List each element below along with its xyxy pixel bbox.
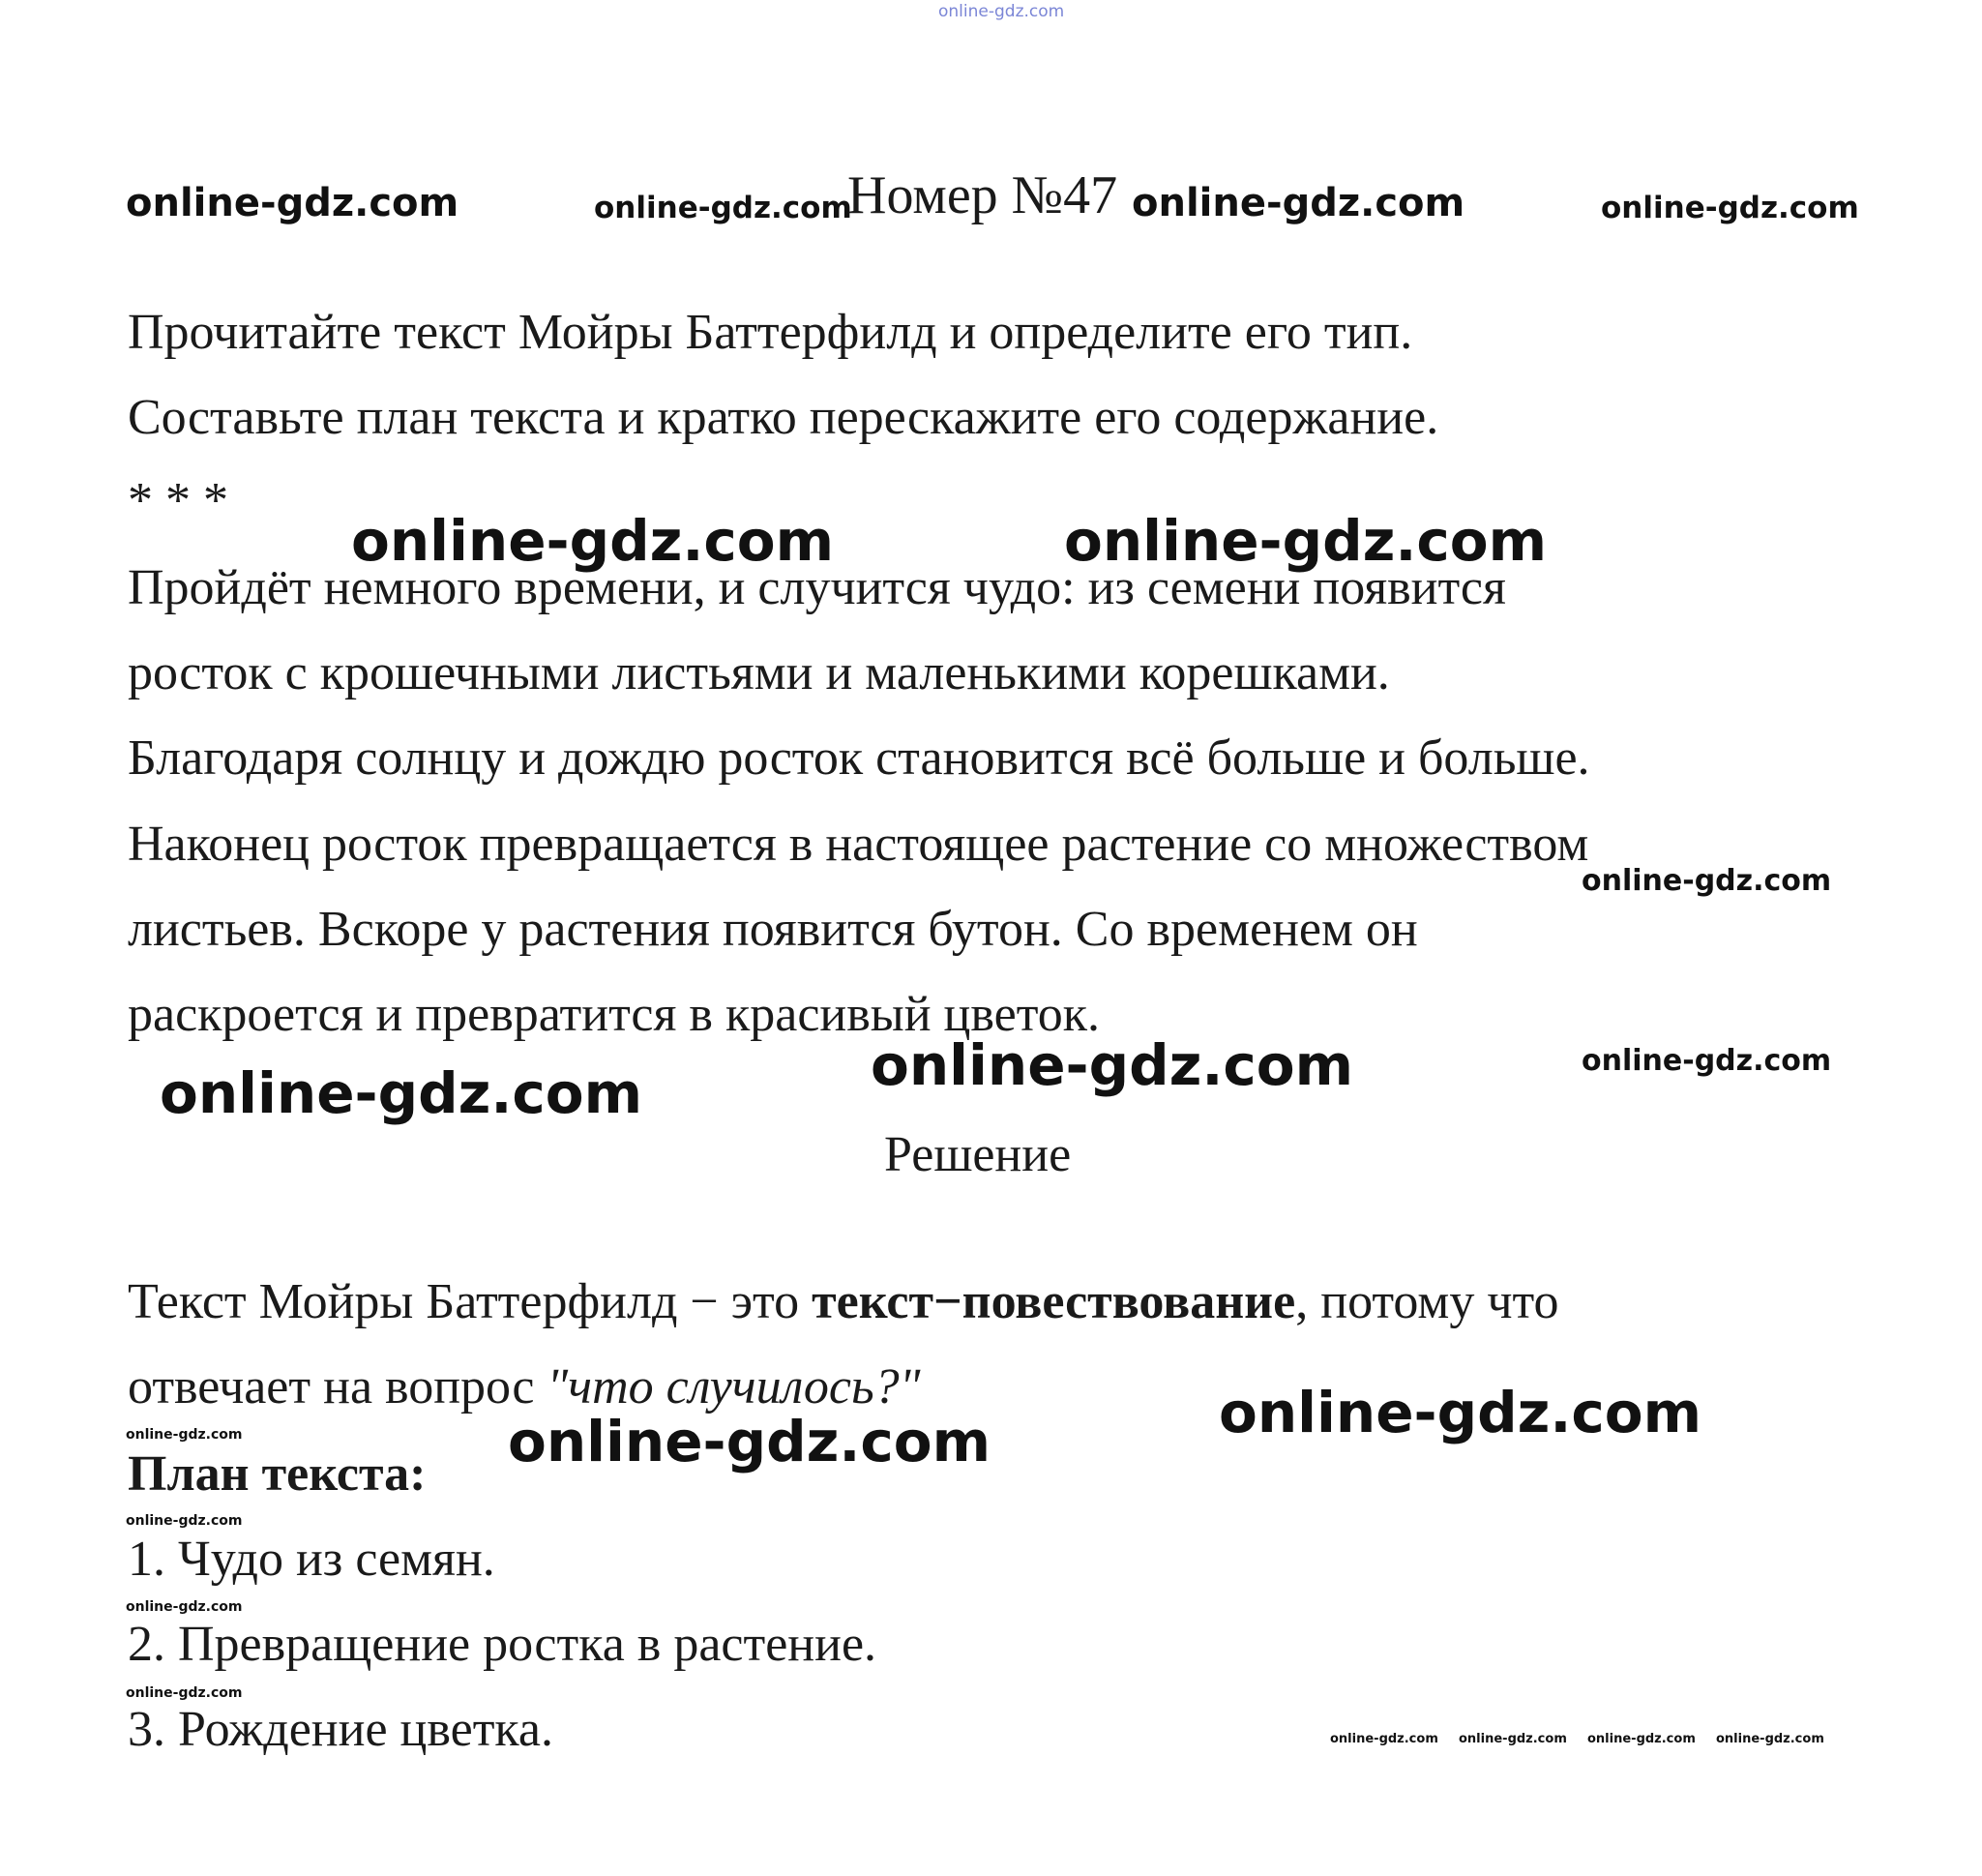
watermark: online-gdz.com [1582,864,1832,898]
watermark: online-gdz.com [1459,1732,1567,1746]
plan-item: 3. Рождение цветка. [128,1702,553,1757]
task-line: Составьте план текста и кратко перескажите его содержание. [128,390,1439,445]
watermark: online-gdz.com [126,1513,243,1529]
answer-text: Текст Мойры Баттерфилд − это [128,1274,813,1329]
story-line: Пройдёт немного времени, и случится чудо: из семени появится [128,560,1506,615]
story-line: росток с крошечными листьями и маленькими корешками. [128,645,1390,700]
watermark: online-gdz.com [126,1685,243,1701]
watermark: online-gdz.com [1132,181,1465,225]
plan-heading: План текста: [128,1446,427,1502]
story-line: листьев. Вскоре у растения появится бутон. Со временем он [128,902,1418,957]
watermark: online-gdz.com [594,191,852,225]
answer-type: текст−повествование [812,1274,1296,1329]
solution-heading: Решение [884,1127,1072,1182]
story-line: Наконец росток превращается в настоящее растение со множеством [128,817,1589,872]
watermark: online-gdz.com [126,1427,243,1443]
task-line: Прочитайте текст Мойры Баттерфилд и определите его тип. [128,305,1413,360]
answer-text: отвечает на вопрос [128,1359,547,1414]
story-line: Благодаря солнцу и дождю росток становится всё больше и больше. [128,730,1590,786]
watermark: online-gdz.com [1582,1044,1832,1078]
watermark: online-gdz.com [1716,1732,1824,1746]
watermark: online-gdz.com [1064,508,1548,574]
watermark: online-gdz.com [871,1032,1354,1098]
watermark: online-gdz.com [508,1409,991,1474]
page-title: Номер №47 [847,165,1118,225]
watermark: online-gdz.com [126,1599,243,1615]
plan-item: 1. Чудо из семян. [128,1532,495,1587]
watermark: online-gdz.com [126,181,459,225]
watermark: online-gdz.com [1330,1732,1438,1746]
watermark: online-gdz.com [160,1060,643,1126]
plan-item: 2. Превращение ростка в растение. [128,1617,877,1672]
separator: * * * [128,473,228,528]
answer-line-2 [128,1358,920,1416]
answer-text: , потому что [1295,1274,1559,1329]
watermark: online-gdz.com [1219,1380,1702,1445]
story-line: раскроется и превратится в красивый цветок. [128,987,1101,1042]
watermark: online-gdz.com [1587,1732,1696,1746]
watermark: online-gdz.com [351,508,835,574]
watermark: online-gdz.com [1601,191,1859,225]
answer-question: "что случилось?" [547,1359,921,1414]
answer-line-1 [128,1273,1559,1331]
watermark-top: online-gdz.com [938,2,1065,21]
